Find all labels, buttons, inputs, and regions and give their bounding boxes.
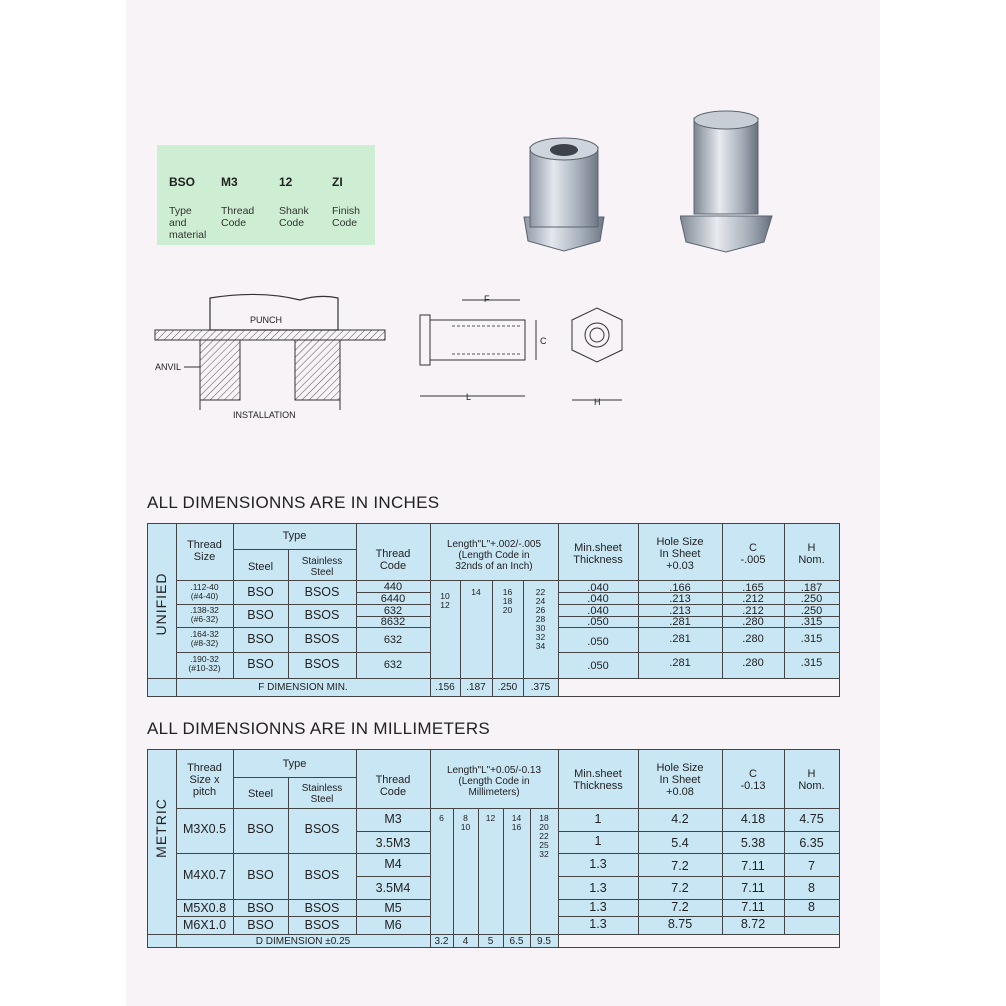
r5-min: .050 — [587, 636, 609, 648]
row3-stainless: BSOS — [304, 632, 340, 646]
r2-h: .250 — [800, 593, 823, 605]
length-col-1: 10 12 — [440, 591, 450, 610]
row4-steel: BSO — [247, 657, 274, 671]
dim-h-label: H — [594, 397, 601, 407]
r1-h: .187 — [800, 582, 823, 594]
m6-c: 8.72 — [740, 917, 766, 931]
mm-header-thread-code: Thread Code — [375, 774, 411, 798]
r4-h: .315 — [800, 616, 823, 628]
r2-hole: .213 — [669, 593, 691, 605]
m1-hole: 4.2 — [671, 812, 689, 826]
d-val-3: 5 — [487, 936, 494, 947]
m1-min: 1 — [594, 812, 602, 826]
m4-min: 1.3 — [589, 881, 607, 895]
r2-min: .040 — [587, 593, 609, 605]
m1-c: 4.18 — [740, 812, 766, 826]
dim-c-label: C — [540, 336, 547, 346]
mm-table-heading: ALL DIMENSIONNS ARE IN MILLIMETERS — [147, 719, 491, 738]
f-dimension-label: F DIMENSION MIN. — [258, 682, 348, 693]
m3-c: 7.11 — [741, 859, 765, 873]
row1-code-a: 440 — [383, 581, 403, 593]
r3-h: .250 — [800, 605, 823, 617]
row3-steel: BSO — [247, 632, 274, 646]
d-val-2: 4 — [462, 936, 469, 947]
header-length: Length"L"+.002/-.005 (Length Code in 32nds of an Inch) — [446, 539, 542, 572]
f-val-4: .375 — [530, 682, 551, 693]
m3-min: 1.3 — [589, 857, 607, 871]
m2-c: 5.38 — [740, 836, 766, 850]
anvil-label: ANVIL — [155, 362, 182, 372]
length-col-3: 16 18 20 — [502, 587, 513, 615]
r6-min: .050 — [587, 660, 609, 672]
installation-diagram — [150, 290, 390, 425]
row4-size: .190-32 (#10-32) — [188, 654, 221, 673]
row2-steel: BSO — [247, 608, 274, 622]
row2-code-b: 8632 — [380, 616, 406, 628]
mm-row3-stainless: BSOS — [304, 901, 340, 915]
mm-length-col-2: 8 10 — [460, 813, 471, 832]
r6-c: .280 — [742, 657, 764, 669]
mm-header-hole-size: Hole Size In Sheet +0.08 — [656, 762, 704, 798]
m5-min: 1.3 — [589, 900, 607, 914]
row1-size: .112-40 (#4-40) — [190, 582, 219, 601]
mm-header-steel: Steel — [247, 788, 274, 800]
mm-length-col-3: 12 — [485, 813, 496, 823]
m2-min: 1 — [594, 834, 602, 848]
m6-hole: 8.75 — [667, 917, 693, 931]
mm-code-3: M4 — [384, 857, 402, 871]
mm-header-type: Type — [282, 758, 307, 770]
code-shank: 12 Shank Code — [279, 175, 309, 229]
r5-h: .315 — [800, 633, 823, 645]
f-val-1: .156 — [435, 682, 455, 693]
row1-code-b: 6440 — [380, 593, 406, 605]
m4-hole: 7.2 — [671, 881, 689, 895]
r4-min: .050 — [587, 616, 609, 628]
m2-h: 6.35 — [799, 836, 824, 850]
dimension-drawing — [412, 290, 637, 415]
m5-c: 7.11 — [741, 900, 765, 914]
r6-h: .315 — [800, 657, 823, 669]
header-thread-size: Thread Size — [187, 539, 222, 563]
m5-hole: 7.2 — [671, 900, 689, 914]
metric-label: METRIC — [153, 798, 169, 858]
m4-c: 7.11 — [741, 881, 765, 895]
mm-code-1: M3 — [384, 812, 402, 826]
m1-h: 4.75 — [799, 812, 824, 826]
mm-row3-steel: BSO — [247, 901, 274, 915]
r4-hole: .281 — [669, 616, 691, 628]
mm-row2-stainless: BSOS — [304, 868, 340, 882]
header-h: H Nom. — [798, 542, 825, 566]
punch-label: PUNCH — [250, 315, 283, 325]
mm-row2-steel: BSO — [247, 868, 274, 882]
r5-hole: .281 — [669, 633, 691, 645]
inch-table — [147, 523, 840, 697]
code-finish: ZI Finish Code — [332, 175, 361, 229]
mm-row1-size: M3X0.5 — [182, 822, 227, 836]
part-code-legend — [157, 145, 375, 245]
d-val-4: 6.5 — [509, 936, 524, 947]
mm-row3-size: M5X0.8 — [182, 901, 227, 915]
header-min-sheet: Min.sheet Thickness — [573, 542, 623, 566]
m6-min: 1.3 — [589, 917, 607, 931]
mm-header-c: C -0.13 — [740, 768, 766, 792]
r1-hole: .166 — [669, 582, 691, 594]
dim-l-label: L — [466, 392, 472, 402]
dim-f-label: F — [484, 294, 490, 304]
r4-c: .280 — [742, 616, 764, 628]
r1-min: .040 — [587, 582, 609, 594]
r2-c: .212 — [742, 593, 764, 605]
m3-hole: 7.2 — [671, 859, 689, 873]
r3-hole: .213 — [669, 605, 691, 617]
f-val-2: .187 — [466, 682, 486, 693]
row1-steel: BSO — [247, 585, 274, 599]
r3-c: .212 — [742, 605, 764, 617]
mm-row2-size: M4X0.7 — [182, 868, 227, 882]
length-col-2: 14 — [471, 587, 481, 597]
f-val-3: .250 — [497, 682, 518, 693]
mm-header-min-sheet: Min.sheet Thickness — [573, 768, 623, 792]
mm-code-4: 3.5M4 — [375, 881, 411, 895]
inch-table-heading: ALL DIMENSIONNS ARE IN INCHES — [147, 493, 440, 512]
mm-code-5: M5 — [384, 901, 402, 915]
m3-h: 7 — [808, 859, 815, 873]
row4-code: 632 — [383, 659, 403, 671]
d-dimension-label: D DIMENSION ±0.25 — [255, 936, 351, 947]
header-stainless: Stainless Steel — [301, 556, 343, 578]
d-val-1: 3.2 — [434, 936, 449, 947]
r5-c: .280 — [742, 633, 764, 645]
m2-hole: 5.4 — [671, 836, 689, 850]
mm-row1-steel: BSO — [247, 822, 274, 836]
standoff-photo-back — [680, 108, 776, 258]
mm-length-col-4: 14 16 — [511, 813, 522, 832]
mm-row4-stainless: BSOS — [304, 918, 340, 932]
standoff-photo-front — [518, 135, 610, 253]
code-thread: M3 Thread Code — [221, 175, 255, 229]
mm-table — [147, 749, 840, 948]
mm-header-h: H Nom. — [798, 768, 825, 792]
unified-label: UNIFIED — [153, 572, 169, 636]
header-c: C -.005 — [740, 542, 766, 566]
mm-row1-stainless: BSOS — [304, 822, 340, 836]
code-type: BSO Type and material — [169, 175, 207, 241]
row2-size: .138-32 (#6-32) — [190, 605, 219, 624]
mm-header-thread-size: Thread Size x pitch — [187, 762, 222, 798]
row3-size: .164-32 (#8-32) — [190, 629, 219, 648]
mm-code-2: 3.5M3 — [375, 836, 411, 850]
header-thread-code: Thread Code — [375, 548, 411, 572]
m5-h: 8 — [808, 900, 815, 914]
installation-label: INSTALLATION — [233, 410, 296, 420]
r1-c: .165 — [742, 582, 764, 594]
row1-stainless: BSOS — [304, 585, 340, 599]
mm-length-col-1: 6 — [439, 813, 444, 823]
mm-row4-size: M6X1.0 — [182, 918, 227, 932]
header-type: Type — [282, 530, 307, 542]
mm-code-6: M6 — [384, 918, 402, 932]
r6-hole: .281 — [669, 657, 691, 669]
d-val-5: 9.5 — [537, 936, 551, 947]
row2-stainless: BSOS — [304, 608, 340, 622]
mm-length-col-5: 18 20 22 25 32 — [539, 813, 549, 859]
m4-h: 8 — [808, 881, 815, 895]
row3-code: 632 — [383, 634, 403, 646]
length-col-4: 22 24 26 28 30 32 34 — [535, 587, 546, 651]
mm-header-stainless: Stainless Steel — [301, 783, 343, 805]
header-hole-size: Hole Size In Sheet +0.03 — [656, 536, 704, 572]
row2-code-a: 632 — [383, 605, 403, 617]
mm-header-length: Length"L"+0.05/-0.13 (Length Code in Millimeters) — [446, 765, 542, 798]
mm-row4-steel: BSO — [247, 918, 274, 932]
row4-stainless: BSOS — [304, 657, 340, 671]
header-steel: Steel — [247, 561, 274, 573]
r3-min: .040 — [587, 605, 609, 617]
